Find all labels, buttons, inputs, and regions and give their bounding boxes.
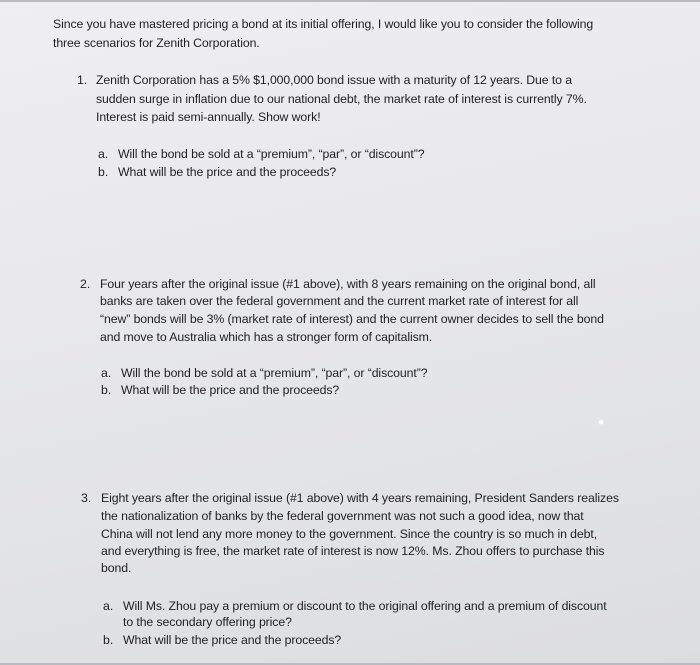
question-3-line-3: China will not lend any more money to the government. Since the country is so much in debt,: [101, 527, 598, 541]
question-1a-label: a.: [98, 147, 109, 161]
question-3-line-4: and everything is free, the market rate of interest is now 12%. Ms. Zhou offers to purchase this: [101, 544, 605, 558]
question-2-line-2: banks are taken over the federal government and the current market rate of interest for all: [100, 294, 579, 308]
question-2-number: 2.: [80, 277, 91, 291]
question-3-number: 3.: [81, 491, 92, 505]
question-3b-text: What will be the price and the proceeds?: [123, 633, 342, 647]
question-3-line-5: bond.: [101, 561, 132, 575]
question-1b-label: b.: [98, 165, 109, 179]
question-3a-line-2: to the secondary offering price?: [123, 615, 292, 629]
question-3-line-1: Eight years after the original issue (#1 above) with 4 years remaining, President Sanders realizes: [101, 491, 619, 505]
light-glare: [599, 420, 603, 424]
intro-line-1: Since you have mastered pricing a bond at its initial offering, I would like you to consider the following: [53, 17, 594, 31]
question-2a-text: Will the bond be sold at a “premium”, “par”, or “discount”?: [121, 366, 428, 380]
question-2-line-1: Four years after the original issue (#1 above), with 8 years remaining on the original bond, all: [100, 277, 596, 291]
question-3b-label: b.: [103, 633, 114, 647]
question-1-number: 1.: [77, 73, 88, 87]
question-2b-text: What will be the price and the proceeds?: [121, 383, 340, 397]
question-3a-label: a.: [103, 599, 114, 613]
question-2b-label: b.: [101, 383, 112, 397]
question-2-line-4: and move to Australia which has a stronger form of capitalism.: [100, 330, 433, 344]
question-1a-text: Will the bond be sold at a “premium”, “par”, or “discount”?: [118, 147, 425, 161]
question-1b-text: What will be the price and the proceeds?: [118, 165, 337, 179]
question-3-line-2: the nationalization of banks by the federal government was not such a good idea, now that: [101, 509, 584, 523]
question-3a-line-1: Will Ms. Zhou pay a premium or discount to the original offering and a premium of discount: [123, 599, 607, 613]
top-edge: [0, 0, 700, 2]
question-2a-label: a.: [101, 366, 112, 380]
question-1-line-2: sudden surge in inflation due to our national debt, the market rate of interest is currently 7%.: [96, 92, 587, 106]
intro-line-2: three scenarios for Zenith Corporation.: [53, 36, 260, 50]
question-1-line-3: Interest is paid semi-annually. Show work!: [96, 110, 321, 124]
question-1-line-1: Zenith Corporation has a 5% $1,000,000 bond issue with a maturity of 12 years. Due to a: [96, 73, 572, 87]
question-2-line-3: “new” bonds will be 3% (market rate of interest) and the current owner decides to sell the bond: [100, 312, 604, 326]
